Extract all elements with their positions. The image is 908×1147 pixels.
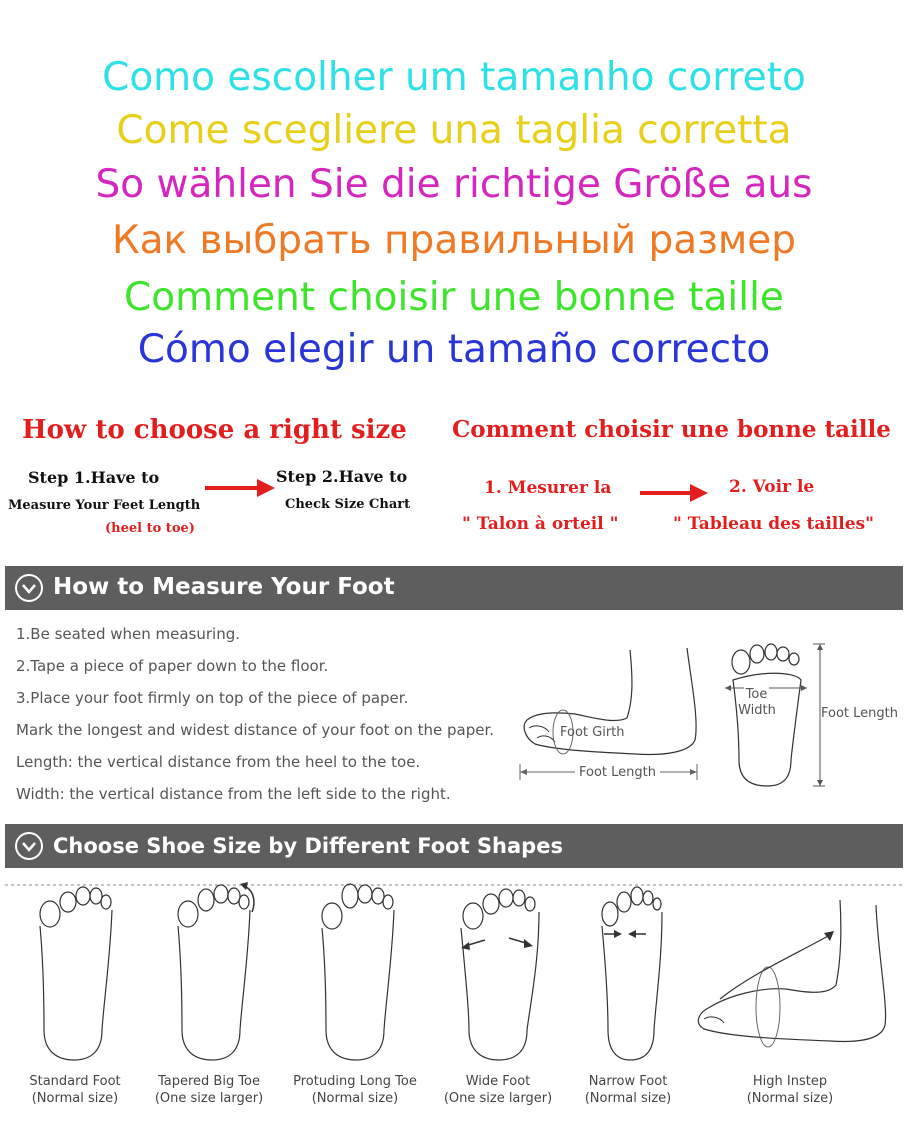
high-instep-foot-icon xyxy=(690,895,890,1060)
instruction-line: Width: the vertical distance from the left side to the right. xyxy=(16,785,451,803)
chevron-down-icon xyxy=(15,832,43,860)
foot-shape-name: High Instep xyxy=(752,1074,828,1089)
headline-it: Come scegliere una taglia corretta xyxy=(116,108,792,153)
step2-fr-line2: " Tableau des tailles" xyxy=(673,514,874,534)
step1-fr-line2: " Talon à orteil " xyxy=(462,514,619,534)
instruction-line: 2.Tape a piece of paper down to the floor. xyxy=(16,657,329,675)
width-label: Width xyxy=(738,703,776,718)
toe-label: Toe xyxy=(745,687,768,702)
tapered-big-toe-foot-icon xyxy=(168,880,263,1065)
foot-shape-name: Narrow Foot xyxy=(588,1074,668,1089)
foot-shape-name: Wide Foot xyxy=(465,1074,531,1089)
instruction-line: 1.Be seated when measuring. xyxy=(16,625,240,643)
long-toe-foot-icon xyxy=(312,880,402,1065)
shapes-section-header xyxy=(5,824,903,868)
instruction-line: Length: the vertical distance from the heel to the toe. xyxy=(16,753,421,771)
step1-fr-line1: 1. Mesurer la xyxy=(484,478,612,498)
foot-shape-name: Protuding Long Toe xyxy=(293,1074,417,1089)
foot-length-top-label: Foot Length xyxy=(821,706,898,721)
foot-shape-size: (One size larger) xyxy=(443,1091,553,1106)
headline-fr: Comment choisir une bonne taille xyxy=(124,275,784,320)
foot-shape-size: (Normal size) xyxy=(31,1091,119,1106)
foot-shape-size: (Normal size) xyxy=(311,1091,399,1106)
dashed-divider xyxy=(5,884,903,886)
measure-section-header xyxy=(5,566,903,610)
step2-en-line2: Check Size Chart xyxy=(285,497,411,512)
headline-pt: Como escolher um tamanho correto xyxy=(102,55,806,100)
step1-en-line1: Step 1.Have to xyxy=(28,468,160,487)
headline-ru: Как выбрать правильный размер xyxy=(111,218,797,263)
foot-shape-size: (One size larger) xyxy=(154,1091,264,1106)
headline-es: Cómo elegir un tamaño correcto xyxy=(137,327,771,372)
steps-fr-heading: Comment choisir une bonne taille xyxy=(452,416,891,443)
foot-shape-size: (Normal size) xyxy=(584,1091,672,1106)
step2-en-line1: Step 2.Have to xyxy=(276,467,408,486)
step1-en-line2: Measure Your Feet Length xyxy=(8,498,201,513)
headline-de: So wählen Sie die richtige Größe aus xyxy=(95,162,813,207)
standard-foot-icon xyxy=(30,880,120,1065)
step2-fr-line1: 2. Voir le xyxy=(729,477,815,497)
foot-shape-name: Tapered Big Toe xyxy=(157,1074,261,1089)
instruction-line: Mark the longest and widest distance of your foot on the paper. xyxy=(16,721,495,739)
foot-length-side-label: Foot Length xyxy=(575,764,660,781)
narrow-foot-icon xyxy=(592,880,672,1065)
wide-foot-icon xyxy=(455,880,545,1065)
step1-en-line3: (heel to toe) xyxy=(105,521,195,536)
shapes-section-title: Choose Shoe Size by Different Foot Shapes xyxy=(53,834,563,858)
steps-en-heading: How to choose a right size xyxy=(22,415,407,445)
foot-shape-name: Standard Foot xyxy=(29,1074,121,1089)
foot-girth-label: Foot Girth xyxy=(560,725,625,740)
arrow-right-icon xyxy=(205,476,277,500)
foot-shape-size: (Normal size) xyxy=(746,1091,834,1106)
chevron-down-icon xyxy=(15,574,43,602)
measure-section-title: How to Measure Your Foot xyxy=(53,574,395,600)
arrow-right-icon xyxy=(640,481,712,505)
instruction-line: 3.Place your foot firmly on top of the piece of paper. xyxy=(16,689,409,707)
